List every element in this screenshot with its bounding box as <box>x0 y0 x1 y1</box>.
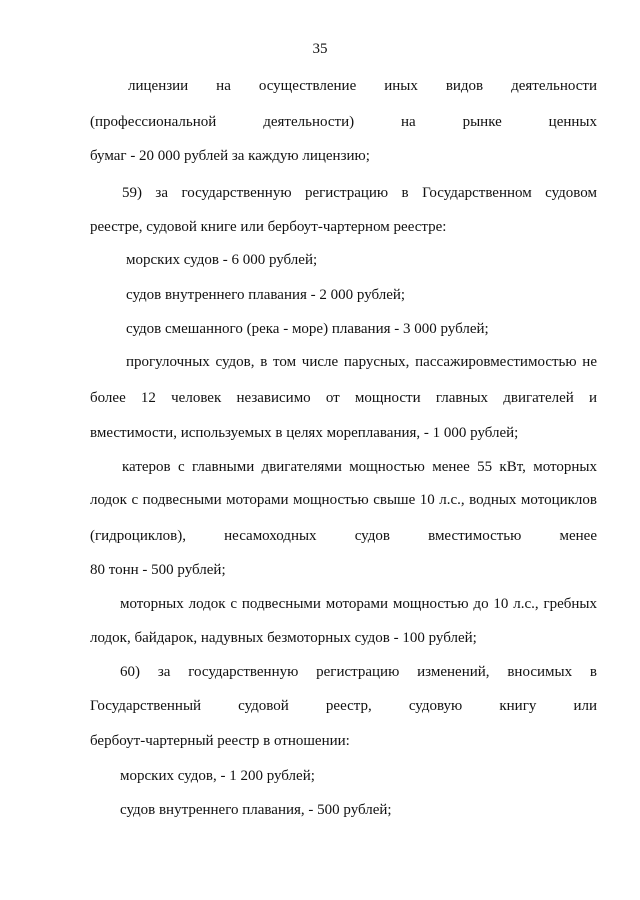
text-line-17: лодок, байдарок, надувных безмоторных судов - 100 рублей; <box>90 630 477 646</box>
text-line-6: морских судов - 6 000 рублей; <box>126 252 318 268</box>
text-line-11: вместимости, используемых в целях мореплавания, - 1 000 рублей; <box>90 425 519 441</box>
text-line-3: бумаг - 20 000 рублей за каждую лицензию; <box>90 148 370 164</box>
text-line-22: судов внутреннего плавания, - 500 рублей; <box>120 802 392 818</box>
text-line-16: моторных лодок с подвесными моторами мощностью до 10 л.с., гребных <box>120 596 597 612</box>
text-line-12: катеров с главными двигателями мощностью менее 55 кВт, моторных <box>122 459 597 475</box>
text-line-21: морских судов, - 1 200 рублей; <box>120 768 315 784</box>
text-line-18: 60) за государственную регистрацию изменений, вносимых в <box>120 664 597 680</box>
text-line-7: судов внутреннего плавания - 2 000 рублей; <box>126 287 406 303</box>
text-line-5: реестре, судовой книге или бербоут-чартерном реестре: <box>90 219 447 235</box>
text-line-19: Государственный судовой реестр, судовую книгу или <box>90 698 597 714</box>
text-line-20: бербоут-чартерный реестр в отношении: <box>90 733 350 749</box>
text-line-1: лицензии на осуществление иных видов деятельности <box>128 78 597 94</box>
text-line-4: 59) за государственную регистрацию в Государственном судовом <box>122 185 597 201</box>
text-line-9: прогулочных судов, в том числе парусных, пассажировместимостью не <box>126 354 597 370</box>
text-line-14: (гидроциклов), несамоходных судов вместимостью менее <box>90 528 597 544</box>
text-line-13: лодок с подвесными моторами мощностью свыше 10 л.с., водных мотоциклов <box>90 492 597 508</box>
page-number: 35 <box>312 41 328 57</box>
text-line-10: более 12 человек независимо от мощности главных двигателей и <box>90 390 597 406</box>
text-line-8: судов смешанного (река - море) плавания - 3 000 рублей; <box>126 321 489 337</box>
text-line-15: 80 тонн - 500 рублей; <box>90 562 226 578</box>
text-line-2: (профессиональной деятельности) на рынке ценных <box>90 114 597 130</box>
